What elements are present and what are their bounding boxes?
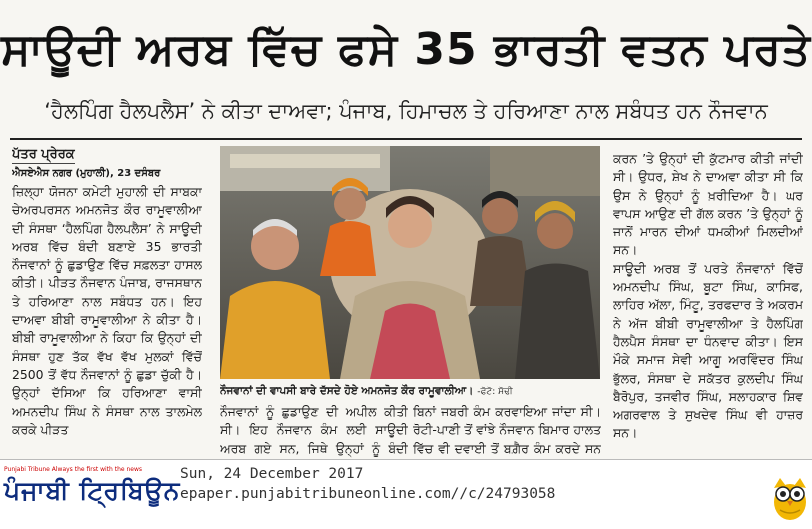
article-column-3: [413, 403, 601, 459]
epaper-link[interactable]: epaper.punjabitribuneonline.com//c/24793058: [180, 486, 556, 502]
epaper-footer: [0, 459, 812, 529]
logo-name: ਪੰਜਾਬੀ ਟ੍ਰਿਬਿਊਨ: [4, 476, 181, 505]
dateline: ਐਸਏਐਸ ਨਗਰ (ਮੁਹਾਲੀ), 23 ਦਸੰਬਰ: [12, 168, 161, 179]
photo-caption-text: ਨੌਜਵਾਨਾਂ ਦੀ ਵਾਪਸੀ ਬਾਰੇ ਦੱਸਦੇ ਹੋਏ ਅਮਨਜੋਤ ਕੌਰ ਰਾਮੂਵਾਲੀਆ।: [220, 385, 474, 397]
logo-tagline: Punjabi Tribune Always the first with the news: [4, 466, 143, 473]
article-column-1: [12, 145, 202, 455]
news-photo: [220, 146, 600, 379]
photo-caption: [220, 382, 600, 400]
owl-icon: [770, 472, 810, 522]
column-2-text: ਨੌਜਵਾਨਾਂ ਨੂੰ ਛੁਡਾਉਣ ਦੀ ਅਪੀਲ ਕੀਤੀ ਸੀ। ਇਹ ਨੌਜਵਾਨ ਕੰਮ ਲਈ ਸਾਊਦੀ ਅਰਬ ਗਏ ਸਨ, ਜਿਥੇ ਉਨ੍ਹਾਂ ਨੂੰ ਬੰਦੀ: [220, 404, 408, 456]
column-4-text-b: ਸਾਊਦੀ ਅਰਬ ਤੋਂ ਪਰਤੇ ਨੌਜਵਾਨਾਂ ਵਿੱਚੋਂ ਅਮਨਦੀਪ ਸਿੰਘ, ਬੂਟਾ ਸਿੰਘ, ਕਾਸਿਫ, ਲਾਹਿਰ ਅੱਲਾ, ਮਿੰਟੂ, ਤਰਫਦਾਰ ਤੇ ਅਕਰਮ ਨੇ ਅੱਜ ਬੀਬੀ ਰਾਮੂਵਾਲੀਆ ਤੇ ਹੈਲਪਿੰਗ ਹੈਲਪੈਸ ਸੰਸਥਾ ਦਾ ਧੰਨਵਾਦ ਕੀਤਾ। ਇਸ ਮੌਕੇ ਸਮਾਜ ਸੇਵੀ ਆਗੂ ਅਰਵਿੰਦਰ ਸਿੰਘ ਭੁੱਲਰ, ਸੰਸਥਾ ਦੇ ਸਕੱਤਰ ਕੁਲਦੀਪ ਸਿੰਘ ਬੈਰੋਪੁਰ, ਤਜਵੀਰ ਸਿੰਘ, ਸਲਾਹਕਾਰ ਸ਼ਿਵ ਅਗਰਵਾਲ ਤੇ ਸੁਖਦੇਵ ਸਿੰਘ ਵੀ ਹਾਜ਼ਰ ਸਨ।: [613, 260, 803, 441]
punjabi-tribune-logo: [4, 466, 181, 526]
headline-rule: [10, 138, 802, 140]
article-column-2: [220, 403, 408, 459]
byline: ਪੱਤਰ ਪ੍ਰੇਰਕ: [12, 147, 75, 162]
subheadline: ‘ਹੈਲਪਿੰਗ ਹੈਲਪਲੈਸ’ ਨੇ ਕੀਤਾ ਦਾਅਵਾ; ਪੰਜਾਬ, ਹਿਮਾਚਲ ਤੇ ਹਰਿਆਣਾ ਨਾਲ ਸਬੰਧਤ ਹਨ ਨੌਜਵਾਨ: [44, 99, 768, 123]
column-4-text-a: ਕਰਨ ’ਤੇ ਉਨ੍ਹਾਂ ਦੀ ਕੁੱਟਮਾਰ ਕੀਤੀ ਜਾਂਦੀ ਸੀ। ਉਧਰ, ਸ਼ੇਖ ਨੇ ਦਾਅਵਾ ਕੀਤਾ ਸੀ ਕਿ ਉਸ ਨੇ ਉਨ੍ਹਾਂ ਨੂੰ ਖ਼ਰੀਦਿਆ ਹੈ। ਘਰ ਵਾਪਸ ਆਉਣ ਦੀ ਗੱਲ ਕਰਨ ’ਤੇ ਉਨ੍ਹਾਂ ਨੂੰ ਜਾਨੋਂ ਮਾਰਨ ਦੀਆਂ ਧਮਕੀਆਂ ਮਿਲਦੀਆਂ ਸਨ।: [613, 151, 803, 258]
headline: ਸਾਊਦੀ ਅਰਬ ਵਿੱਚ ਫਸੇ 35 ਭਾਰਤੀ ਵਤਨ ਪਰਤੇ: [1, 24, 811, 75]
edition-date: Sun, 24 December 2017: [180, 466, 364, 482]
column-1-text: ਜ਼ਿਲ੍ਹਾ ਯੋਜਨਾ ਕਮੇਟੀ ਮੁਹਾਲੀ ਦੀ ਸਾਬਕਾ ਚੇਅਰਪਰਸਨ ਅਮਨਜੋਤ ਕੌਰ ਰਾਮੂਵਾਲੀਆ ਦੀ ਸੰਸਥਾ ‘ਹੈਲਪਿੰਗ ਹੈਲਪਲੈਸ’ ਨੇ ਸਾਊਦੀ ਅਰਬ ਵਿੱਚ ਬੰਦੀ ਬਣਾਏ 35 ਭਾਰਤੀ ਨੌਜਵਾਨਾਂ ਨੂੰ ਛੁਡਾਉਣ ਵਿੱਚ ਸਫ਼ਲਤਾ ਹਾਸਲ ਕੀਤੀ। ਪੀੜਤ ਨੌਜਵਾਨ ਪੰਜਾਬ, ਰਾਜਸਥਾਨ ਤੇ ਹਰਿਆਣਾ ਨਾਲ ਸਬੰਧਤ ਹਨ। ਇਹ ਦਾਅਵਾ ਬੀਬੀ ਰਾਮੂਵਾਲੀਆ ਨੇ ਕੀਤਾ ਹੈ। ਬੀਬੀ ਰਾਮੂਵਾਲੀਆ ਨੇ ਕਿਹਾ ਕਿ ਉਨ੍ਹਾਂ ਦੀ ਸੰਸਥਾ ਹੁਣ ਤੱਕ ਵੱਖ ਵੱਖ ਮੁਲਕਾਂ ਵਿੱਚੋਂ 2500 ਤੋਂ ਵੱਧ ਨੌਜਵਾਨਾਂ ਨੂੰ ਛੁਡਾ ਚੁੱਕੀ ਹੈ। ਉਨ੍ਹਾਂ ਦੱਸਿਆ ਕਿ ਹਰਿਆਣਾ ਵਾਸੀ ਅਮਨਦੀਪ ਸਿੰਘ ਨੇ ਸੰਸਥਾ ਨਾਲ ਤਾਲਮੇਲ ਕਰਕੇ ਪੀੜਤ: [12, 184, 202, 437]
photo-credit: -ਫੋਟੋ: ਸੋਢੀ: [477, 387, 513, 397]
column-3-text: ਬਿਨਾਂ ਜਬਰੀ ਕੰਮ ਕਰਵਾਇਆ ਜਾਂਦਾ ਸੀ। ਰੋਟੀ-ਪਾਣੀ ਤੋਂ ਵਾਂਝੇ ਨੌਜਵਾਨ ਬਿਮਾਰ ਹਾਲਤ ਵਿੱਚ ਵੀ ਦਵਾਈ ਤੋਂ ਬਗ਼ੈਰ ਕੰਮ ਕਰਦੇ ਸਨ: [413, 404, 601, 456]
article-column-4: [613, 150, 803, 450]
news-photo-illustration: [220, 146, 600, 379]
